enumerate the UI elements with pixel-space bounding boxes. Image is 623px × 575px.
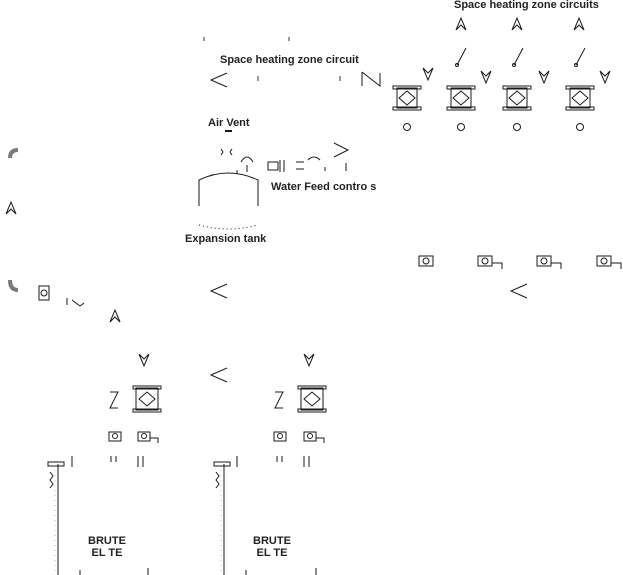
zone-pump-2 — [447, 86, 475, 110]
zone-return-arrows — [423, 68, 610, 83]
zone-circuits-label: Space heating zone circuits — [454, 0, 599, 11]
air-vent-label: Air Vent — [208, 117, 250, 129]
pipe-elbow-bottom — [10, 280, 18, 290]
expansion-tank-label: Expansion tank — [185, 233, 267, 245]
return-valves — [419, 256, 621, 269]
left-up-arrow-2 — [110, 310, 120, 322]
water-feed-label: Water Feed contro s — [271, 181, 377, 193]
zone-pump-4 — [566, 86, 594, 110]
air-vent — [221, 131, 253, 174]
zone-check-valves — [456, 48, 586, 67]
flow-arrow-left — [211, 73, 227, 87]
left-valve — [39, 286, 84, 306]
flow-arrows-mid — [211, 284, 527, 382]
zone-valves — [404, 124, 584, 131]
zone-pumps — [393, 86, 594, 110]
zone-pump-3 — [503, 86, 531, 110]
boiler-right-label: BRUTE EL TE — [253, 535, 291, 559]
pipe-runs — [55, 470, 221, 575]
zone-circuit-label: Space heating zone circuit — [220, 54, 359, 66]
zone-supply-arrows — [456, 18, 584, 30]
boiler-left-label: BRUTE EL TE — [88, 535, 126, 559]
bottom-ticks — [80, 568, 316, 575]
zone-circuit-valve — [362, 72, 380, 86]
zone-pump-1 — [393, 86, 421, 110]
water-feed-controls — [268, 143, 348, 172]
expansion-tank — [199, 173, 258, 229]
left-up-arrow — [6, 202, 16, 214]
pipe-elbow-top — [10, 150, 18, 158]
